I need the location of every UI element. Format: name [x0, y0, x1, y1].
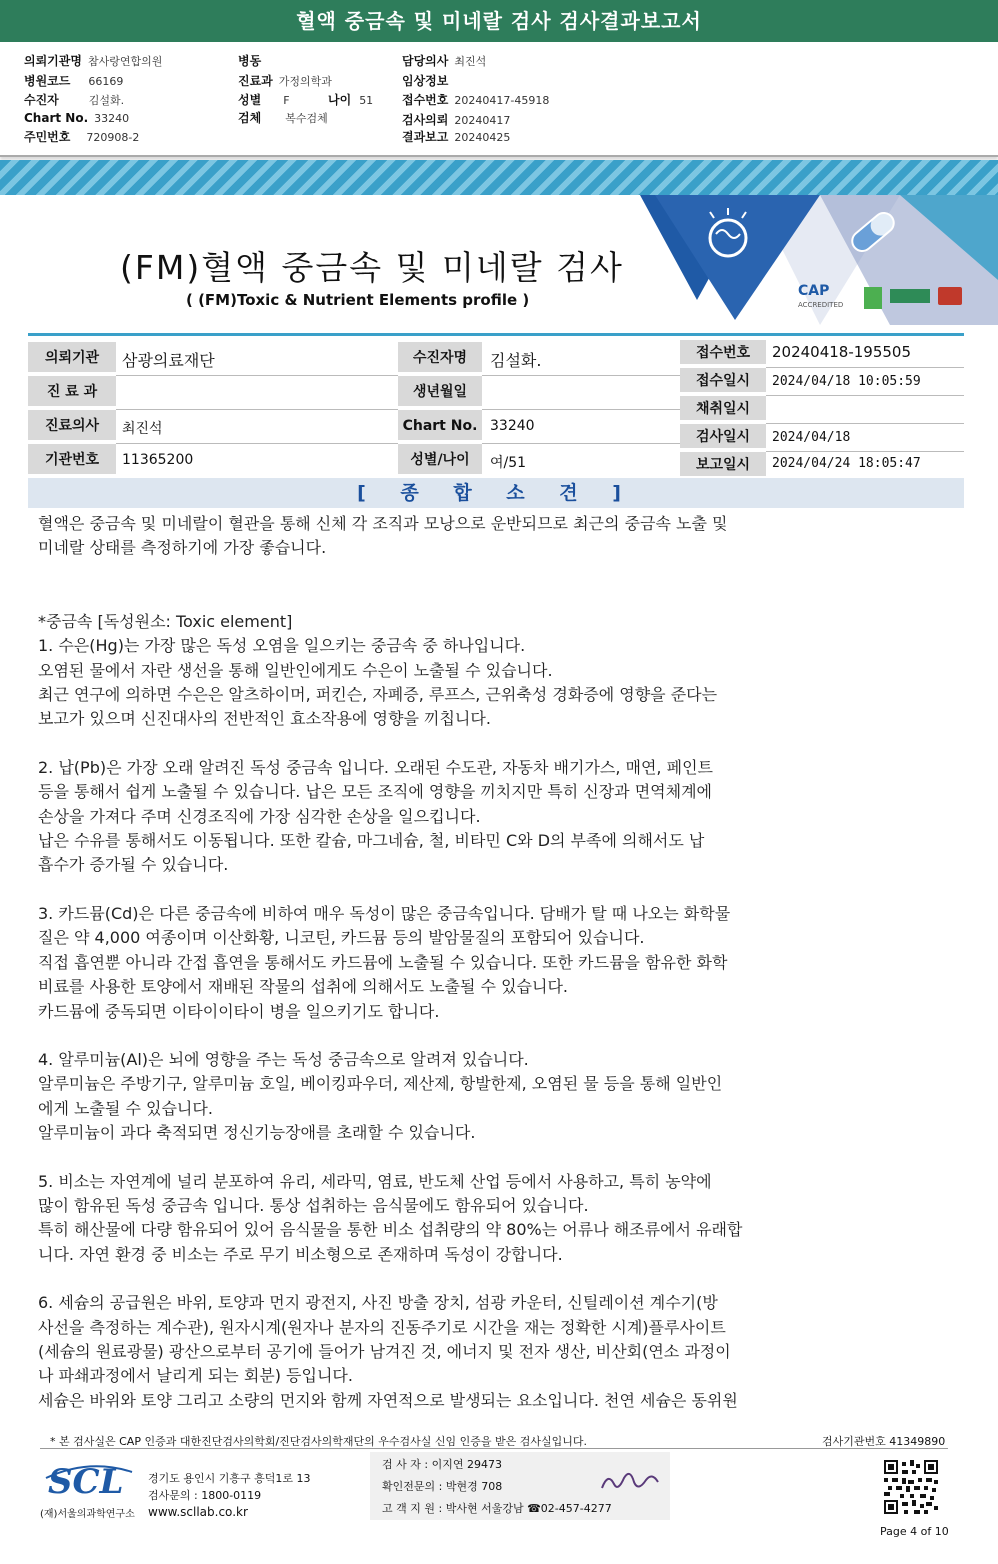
- info-ward: 병동: [238, 54, 262, 68]
- label-sex-age: 성별/나이: [398, 444, 482, 476]
- info-sex: 성별 F: [238, 93, 290, 107]
- footer-website[interactable]: www.scllab.co.kr: [148, 1505, 248, 1519]
- value-sex-age: 여/51: [490, 455, 527, 471]
- value-receipt-no: 20240418-195505: [772, 343, 912, 361]
- accreditation-logos: CAP ACCREDITED: [798, 283, 843, 310]
- info-specimen: 검체 복수검체: [238, 111, 328, 125]
- row-divider: [766, 395, 964, 396]
- amab-logo: [938, 287, 962, 305]
- top-info-panel: [0, 42, 998, 157]
- summary-intro: 혈액은 중금속 및 미네랄이 혈관을 통해 신체 각 조직과 모낭으로 운반되므로 최근의 중금속 노출 및 미네랄 상태를 측정하기에 가장 좋습니다.: [38, 514, 728, 558]
- label-report-time: 보고일시: [680, 452, 766, 478]
- row-divider: [482, 443, 680, 444]
- staff-specialist: 확인전문의 : 박현경 708: [382, 1480, 503, 1493]
- label-patient-name: 수진자명: [398, 342, 482, 374]
- summary-body: [38, 512, 918, 1413]
- value-doctor: 최진석: [122, 421, 163, 437]
- info-age: 나이 51: [328, 93, 374, 107]
- footer-org-name: (재)서울의과학연구소: [40, 1509, 135, 1520]
- info-requester: 의뢰기관명 참사랑연합의원: [24, 54, 163, 68]
- patient-info-table: [28, 333, 964, 478]
- row-divider: [116, 375, 398, 376]
- value-test-date: 2024/04/18: [772, 430, 851, 445]
- value-patient-name: 김설화.: [490, 351, 542, 370]
- value-report-time: 2024/04/24 18:05:47: [772, 456, 921, 471]
- row-divider: [766, 451, 964, 452]
- label-doctor: 진료의사: [28, 410, 116, 442]
- row-divider: [116, 409, 398, 410]
- paragraph-cadmium: 3. 카드뮴(Cd)은 다른 중금속에 비하여 매우 독성이 많은 중금속입니다. 담배가 탈 때 나오는 화학물 질은 약 4,000 여종이며 이산화황, 니코틴, 카드뮴 등의 발암물질의 포함되어 있습니다. 직접 흡연뿐 아니라 간접 흡연을 통해서도 카드뮴에 노출될 수 있습니다. 또한 카드뮴을 함유한 화학 비료를 사용한 토양에서 재배된 작물의 섭취에 의해서도 노출될 수 있습니다. 카드뮴에 중독되면 이타이이타이 병을 일으키기도 합니다.: [38, 903, 731, 1021]
- label-receipt-time: 접수일시: [680, 368, 766, 394]
- value-receipt-time: 2024/04/18 10:05:59: [772, 374, 921, 389]
- value-requester: 삼광의료재단: [122, 351, 215, 370]
- footer-phone: 검사문의 : 1800-0119: [148, 1489, 262, 1502]
- label-chart-no: Chart No.: [398, 410, 482, 442]
- page-number: Page 4 of 10: [880, 1525, 949, 1538]
- scl-logo: SCL: [48, 1462, 124, 1502]
- label-department: 진 료 과: [28, 376, 116, 408]
- row-divider: [482, 409, 680, 410]
- signature: [600, 1470, 660, 1496]
- staff-support: 고 객 지 원 : 박사현 서울강남 ☎02-457-4277: [382, 1502, 612, 1515]
- row-divider: [482, 375, 680, 376]
- label-collection-time: 채취일시: [680, 396, 766, 422]
- info-department: 진료과 가정의학과: [238, 74, 332, 88]
- row-divider: [766, 367, 964, 368]
- report-subtitle: ( (FM)Toxic & Nutrient Elements profile ): [186, 291, 530, 309]
- info-chart-no: Chart No. 33240: [24, 111, 130, 125]
- label-receipt-no: 접수번호: [680, 340, 766, 366]
- info-patient: 수진자 김설화.: [24, 93, 125, 107]
- footer-address: 경기도 용인시 기흥구 흥덕1로 13: [148, 1472, 311, 1485]
- qr-code-icon: [884, 1460, 938, 1514]
- report-title: (FM)혈액 중금속 및 미네랄 검사: [120, 248, 624, 287]
- value-chart-no: 33240: [490, 418, 535, 434]
- paragraph-mercury: 1. 수은(Hg)는 가장 많은 독성 오염을 일으키는 중금속 중 하나입니다. 오염된 물에서 자란 생선을 통해 일반인에게도 수은이 노출될 수 있습니다. 최근 연구에 의하면 수은은 알츠하이머, 퍼킨슨, 자폐증, 루프스, 근위축성 경화증에 영향을 준다는 보고가 있으며 신진대사의 전반적인 효소작용에 영향을 끼칩니다.: [38, 636, 718, 729]
- eqa-logo: [890, 289, 930, 303]
- paragraph-arsenic: 5. 비소는 자연계에 널리 분포하여 유리, 세라믹, 염료, 반도체 산업 등에서 사용하고, 특히 농약에 많이 함유된 독성 중금속 입니다. 통상 섭취하는 음식물에도 함유되어 있습니다. 특히 해산물에 다량 함유되어 있어 음식물을 통한 비소 섭취량의 약 80%는 어류나 해조류에서 유래합 니다. 자연 환경 중 비소는 주로 무기 비소형으로 존재하며 독성이 강합니다.: [38, 1171, 743, 1264]
- label-birthdate: 생년월일: [398, 376, 482, 408]
- lm-logo: [864, 287, 882, 309]
- summary-heading: [ 종 합 소 견 ]: [28, 478, 964, 508]
- label-requester: 의뢰기관: [28, 342, 116, 374]
- summary-section-title: *중금속 [독성원소: Toxic element]: [38, 611, 293, 631]
- label-institution-no: 기관번호: [28, 444, 116, 476]
- paragraph-lead: 2. 납(Pb)은 가장 오래 알려진 독성 중금속 입니다. 오래된 수도관, 자동차 배기가스, 매연, 페인트 등을 통해서 쉽게 노출될 수 있습니다. 납은 모든 조직에 영향을 끼치지만 특히 신장과 면역체계에 손상을 가져다 주며 신경조직에 가장 심각한 손상을 일으킵니다. 납은 수유를 통해서도 이동됩니다. 또한 칼슘, 마그네슘, 철, 비타민 C와 D의 부족에 의해서도 납 흡수가 증가될 수 있습니다.: [38, 757, 713, 875]
- info-hospital-code: 병원코드 66169: [24, 74, 124, 88]
- label-test-date: 검사일시: [680, 424, 766, 450]
- row-divider: [766, 423, 964, 424]
- info-request-date: 검사의뢰 20240417: [402, 113, 511, 127]
- info-clinical: 임상정보: [402, 74, 449, 88]
- info-doctor: 담당의사 최진석: [402, 54, 487, 68]
- paragraph-aluminum: 4. 알루미늄(Al)은 뇌에 영향을 주는 독성 중금속으로 알려져 있습니다. 알루미늄은 주방기구, 알루미늄 호일, 베이킹파우더, 제산제, 항발한제, 오염된 물 등을 통해 일반인 에게 노출될 수 있습니다. 알루미늄이 과다 축적되면 정신기능장애를 초래할 수 있습니다.: [38, 1049, 723, 1143]
- report-header-title: 혈액 중금속 및 미네랄 검사 검사결과보고서: [0, 0, 998, 42]
- footer-divider: [40, 1448, 948, 1449]
- value-institution-no: 11365200: [122, 452, 194, 468]
- staff-examiner: 검 사 자 : 이지연 29473: [382, 1458, 502, 1471]
- info-receipt-no: 접수번호 20240417-45918: [402, 93, 550, 107]
- row-divider: [116, 443, 398, 444]
- info-report-date: 결과보고 20240425: [402, 130, 511, 144]
- paragraph-cesium: 6. 세슘의 공급원은 바위, 토양과 먼지 광전지, 사진 방출 장치, 섬광 카운터, 신틸레이션 계수기(방 사선을 측정하는 계수관), 원자시계(원자나 분자의 진동주기로 시간을 재는 정확한 시계)플루사이트 (세슘의 원료광물) 광산으로부터 공기에 들어가 남겨진 것, 에너지 및 전자 생산, 비산회(연소 과정이 나 파쇄과정에서 날리게 되는 회분) 등입니다. 세슘은 바위와 토양 그리고 소량의 먼지와 함께 자연적으로 발생되는 요소입니다. 천연 세슘은 동위원: [38, 1293, 738, 1410]
- footer-note: * 본 검사실은 CAP 인증과 대한진단검사의학회/진단검사의학재단의 우수검사실 신임 인증을 받은 검사실입니다.: [50, 1435, 588, 1448]
- footer-institution-no: 검사기관번호 41349890: [822, 1435, 946, 1448]
- scl-logo-swoosh: [44, 1464, 134, 1480]
- info-resident-no: 주민번호 720908-2: [24, 130, 140, 144]
